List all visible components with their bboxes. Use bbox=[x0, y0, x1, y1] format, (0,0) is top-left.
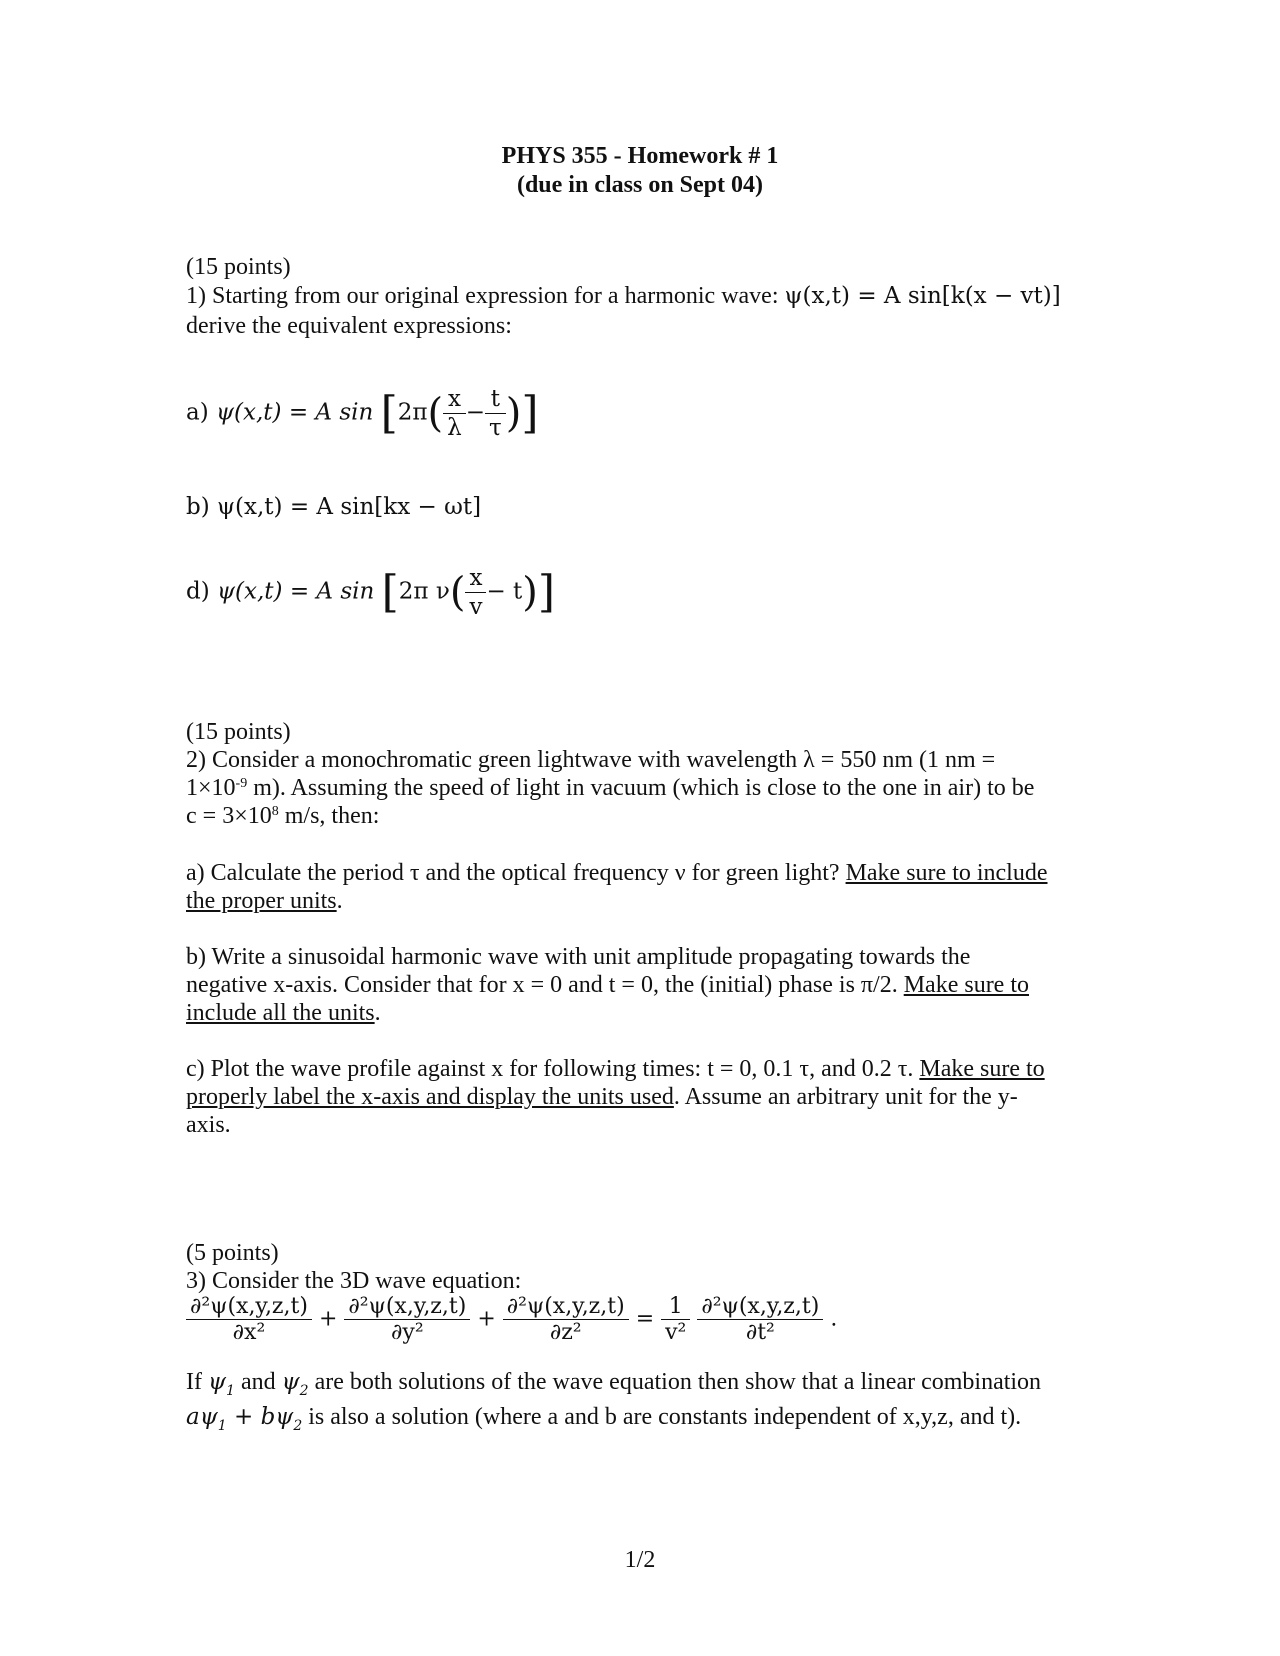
q2-line2-post: m). Assuming the speed of light in vacuum (which is close to the one in air) to be bbox=[247, 775, 1035, 801]
q2-a-emphasis: Make sure to include bbox=[845, 860, 1048, 886]
q2-line2-exponent: -9 bbox=[235, 776, 248, 791]
psi-1: $\psi_1$ bbox=[207, 1369, 235, 1399]
q3-line3-post: is also a solution (where a and b are constants independent of x,y,z, and t). bbox=[302, 1404, 1022, 1430]
q2-line2 bbox=[186, 774, 1034, 802]
page-title: PHYS 355 - Homework # 1 bbox=[501, 143, 779, 169]
term-d2t: $\frac{\text{∂²ψ(x,y,z,t)}}{\text{∂t²}}$ bbox=[697, 1294, 823, 1345]
term-one-over-v2: $\frac{1}{\text{v²}}$ bbox=[661, 1294, 690, 1345]
q3-line2 bbox=[186, 1368, 1041, 1399]
q2-c-emphasis-2: properly label the x-axis and display the units used bbox=[186, 1084, 674, 1110]
q2-b-emphasis-2: include all the units bbox=[186, 1000, 375, 1026]
q3-line2-mid: and bbox=[234, 1369, 282, 1395]
bracket-close: ] bbox=[521, 387, 539, 439]
q1-part-b bbox=[186, 493, 481, 521]
q2-part-b-line1: b) Write a sinusoidal harmonic wave with unit amplitude propagating towards the bbox=[186, 944, 971, 970]
q2-c-text: c) Plot the wave profile against x for following times: t = 0, 0.1 τ, and 0.2 τ. bbox=[186, 1056, 920, 1082]
q1-a-lhs: ψ(x,t) = A sin bbox=[216, 399, 374, 426]
q2-part-c-line1 bbox=[186, 1055, 1045, 1083]
q2-line3-exponent: 8 bbox=[271, 804, 279, 819]
q2-b-text: negative x-axis. Consider that for x = 0 and t = 0, the (initial) phase is π/2. bbox=[186, 972, 904, 998]
q2-part-a-line2 bbox=[186, 887, 343, 915]
q3-points: (5 points) bbox=[186, 1240, 279, 1266]
fraction-x-over-v: $\frac{x}{v}$ bbox=[465, 564, 486, 621]
q2-a-emphasis-2: the proper units bbox=[186, 888, 337, 914]
q2-part-b-line2 bbox=[186, 971, 1029, 999]
q2-b-emphasis: Make sure to bbox=[903, 972, 1029, 998]
q2-a-end: . bbox=[336, 888, 343, 914]
q2-part-c-line2 bbox=[186, 1083, 1018, 1111]
q2-line3-pre: c = 3×10 bbox=[186, 803, 272, 829]
q2-part-c-line3: axis. bbox=[186, 1112, 231, 1138]
q3-line2-pre: If bbox=[186, 1369, 208, 1395]
q1-b-expression: ψ(x,t) = A sin[kx − ωt] bbox=[217, 494, 482, 520]
q1-line1 bbox=[186, 282, 1061, 310]
bracket-close: ] bbox=[537, 566, 556, 618]
q1-part-a: a) ψ(x,t) = A sin [2π( $\frac{x}{\lambda}$ − $\frac{t}{\tau}$ )] bbox=[186, 386, 539, 441]
q2-points: (15 points) bbox=[186, 719, 291, 745]
q1-a-label: a) bbox=[186, 399, 209, 426]
q2-part-a-line1 bbox=[186, 859, 1048, 887]
paren-open: ( bbox=[449, 569, 466, 616]
q2-c-rest: . Assume an arbitrary unit for the y- bbox=[673, 1084, 1018, 1110]
q2-b-end: . bbox=[374, 1000, 381, 1026]
paren-open: ( bbox=[427, 390, 444, 437]
paren-close: ) bbox=[505, 390, 522, 437]
term-d2y: $\frac{\text{∂²ψ(x,y,z,t)}}{\text{∂y²}}$ bbox=[344, 1294, 470, 1345]
q1-d-lhs: ψ(x,t) = A sin bbox=[217, 578, 375, 605]
q2-c-emphasis: Make sure to bbox=[919, 1056, 1045, 1082]
q1-line1-expression: ψ(x,t) = A sin[k(x − vt)] bbox=[784, 283, 1061, 309]
bracket-open: [ bbox=[380, 387, 398, 439]
wave-equation: $\frac{\text{∂²ψ(x,y,z,t)}}{\text{∂x²}}$ + $\frac{\text{∂²ψ(x,y,z,t)}}{\text{∂y²}}$ + $\frac{\text{∂²ψ(x,y,z,t)}}{\text{∂z²}}$ = $\frac{1}{\text{v²}}$ $\frac{\text{∂²ψ(x,y,z,t)}}{\text{∂t²}}$ . bbox=[186, 1294, 837, 1345]
q1-b-label: b) bbox=[186, 494, 210, 520]
q3-line3 bbox=[186, 1403, 1021, 1434]
bracket-open: [ bbox=[381, 566, 399, 618]
term-d2z: $\frac{\text{∂²ψ(x,y,z,t)}}{\text{∂z²}}$ bbox=[503, 1294, 629, 1345]
page-number: 1/2 bbox=[624, 1547, 656, 1573]
q2-a-text: a) Calculate the period τ and the optical frequency ν for green light? bbox=[186, 860, 846, 886]
fraction-x-over-lambda: $\frac{x}{\lambda}$ bbox=[443, 385, 466, 442]
page-subtitle: (due in class on Sept 04) bbox=[516, 172, 764, 198]
q2-line1: 2) Consider a monochromatic green lightwave with wavelength λ = 550 nm (1 nm = bbox=[186, 747, 996, 773]
q2-line2-pre: 1×10 bbox=[186, 775, 236, 801]
q2-line3-post: m/s, then: bbox=[278, 803, 380, 829]
q1-points: (15 points) bbox=[186, 254, 291, 280]
linear-combination: $a\psi_1 + b\psi_2$ bbox=[186, 1404, 303, 1434]
term-d2x: $\frac{\text{∂²ψ(x,y,z,t)}}{\text{∂x²}}$ bbox=[186, 1294, 312, 1345]
q1-d-label: d) bbox=[186, 578, 210, 605]
q2-line3 bbox=[186, 802, 379, 830]
q1-line2: derive the equivalent expressions: bbox=[186, 313, 512, 339]
q1-part-d: d) ψ(x,t) = A sin [2π ν( $\frac{x}{v}$ − t)] bbox=[186, 565, 556, 620]
q1-line1-text: 1) Starting from our original expression for a harmonic wave: bbox=[186, 283, 779, 309]
q2-part-b-line3 bbox=[186, 999, 381, 1027]
q3-line2-post: are both solutions of the wave equation then show that a linear combination bbox=[308, 1369, 1042, 1395]
fraction-t-over-tau: $\frac{t}{\tau}$ bbox=[485, 385, 506, 442]
paren-close: ) bbox=[522, 569, 538, 616]
q3-line1: 3) Consider the 3D wave equation: bbox=[186, 1268, 522, 1294]
psi-2: $\psi_2$ bbox=[281, 1369, 309, 1399]
